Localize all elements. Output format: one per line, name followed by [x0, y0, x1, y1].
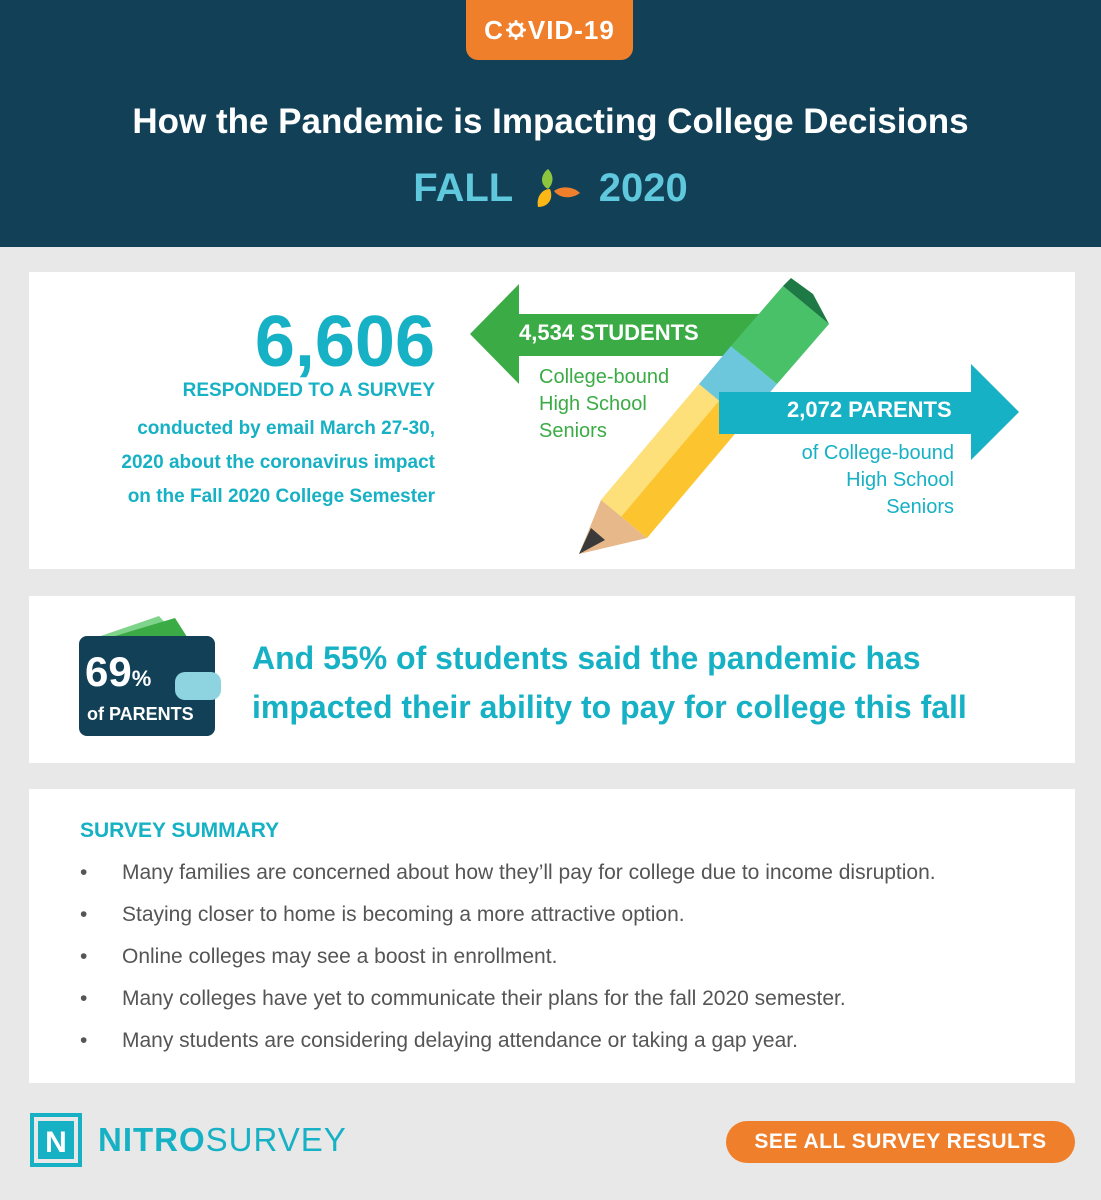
summary-item [80, 941, 936, 983]
bullet: • [80, 1029, 88, 1052]
survey-overview-card [29, 272, 1075, 569]
bullet: • [80, 945, 88, 968]
parents-percent-label: of PARENTS [87, 704, 194, 724]
season-year: 2020 [598, 166, 688, 210]
summary-item [80, 1025, 936, 1067]
virus-icon [506, 20, 526, 40]
bullet: • [80, 861, 88, 884]
survey-description-line: on the Fall 2020 College Semester [127, 486, 435, 507]
summary-list [80, 857, 936, 1067]
total-respondents: 6,606 [254, 302, 435, 382]
parents-description-line: of College-bound [801, 442, 954, 464]
summary-item [80, 983, 936, 1025]
ability-to-pay-card [29, 596, 1075, 763]
students-description [539, 364, 669, 445]
parents-description-line: High School [846, 469, 954, 491]
students-description-line: College-bound [539, 366, 670, 388]
logo-letter: N [45, 1126, 67, 1159]
parents-percent-number: 69 [85, 648, 132, 695]
logo-wordmark [98, 1121, 347, 1159]
summary-item-text: Online colleges may see a boost in enrollment. [122, 945, 558, 968]
students-description-line: Seniors [539, 420, 607, 442]
survey-summary-card [29, 789, 1075, 1083]
bullet: • [80, 903, 88, 926]
summary-item [80, 857, 936, 899]
parents-percent [85, 650, 151, 701]
percent-sign: % [131, 666, 152, 691]
summary-item-text: Staying closer to home is becoming a more attractive option. [122, 903, 685, 926]
summary-item-text: Many families are concerned about how they’ll pay for college due to income disruption. [122, 861, 936, 884]
parents-description-line: Seniors [886, 496, 954, 518]
covid-badge [466, 0, 633, 60]
parents-description [769, 440, 954, 521]
summary-item-text: Many colleges have yet to communicate their plans for the fall 2020 semester. [122, 987, 846, 1010]
bullet: • [80, 987, 88, 1010]
responded-heading: RESPONDED TO A SURVEY [182, 380, 435, 401]
leaves-icon [528, 161, 584, 211]
nitrosurvey-logo[interactable] [30, 1113, 347, 1169]
summary-item-text: Many students are considering delaying attendance or taking a gap year. [122, 1029, 798, 1052]
summary-title: SURVEY SUMMARY [80, 819, 280, 842]
page-title: How the Pandemic is Impacting College Decisions [132, 102, 969, 141]
pay-headline-line: And 55% of students said the pandemic has [252, 640, 921, 676]
students-count: 4,534 STUDENTS [519, 320, 699, 345]
survey-description-line: 2020 about the coronavirus impact [121, 452, 435, 473]
season-line [0, 160, 1101, 216]
logo-bold: NITRO [98, 1121, 206, 1158]
season-label: FALL [413, 166, 513, 210]
survey-description-line: conducted by email March 27-30, [137, 418, 435, 439]
logo-n-icon [30, 1113, 82, 1167]
logo-light: SURVEY [205, 1121, 347, 1158]
pay-headline-line: impacted their ability to pay for college this fall [252, 689, 967, 725]
pay-headline [252, 634, 1052, 732]
covid-badge-text-start: C [484, 14, 504, 45]
see-all-results-button[interactable]: SEE ALL SURVEY RESULTS [726, 1121, 1075, 1163]
summary-item [80, 899, 936, 941]
covid-badge-text-end: VID-19 [527, 14, 615, 45]
students-description-line: High School [539, 393, 647, 415]
parents-count: 2,072 PARENTS [787, 397, 952, 422]
header-banner [0, 0, 1101, 247]
